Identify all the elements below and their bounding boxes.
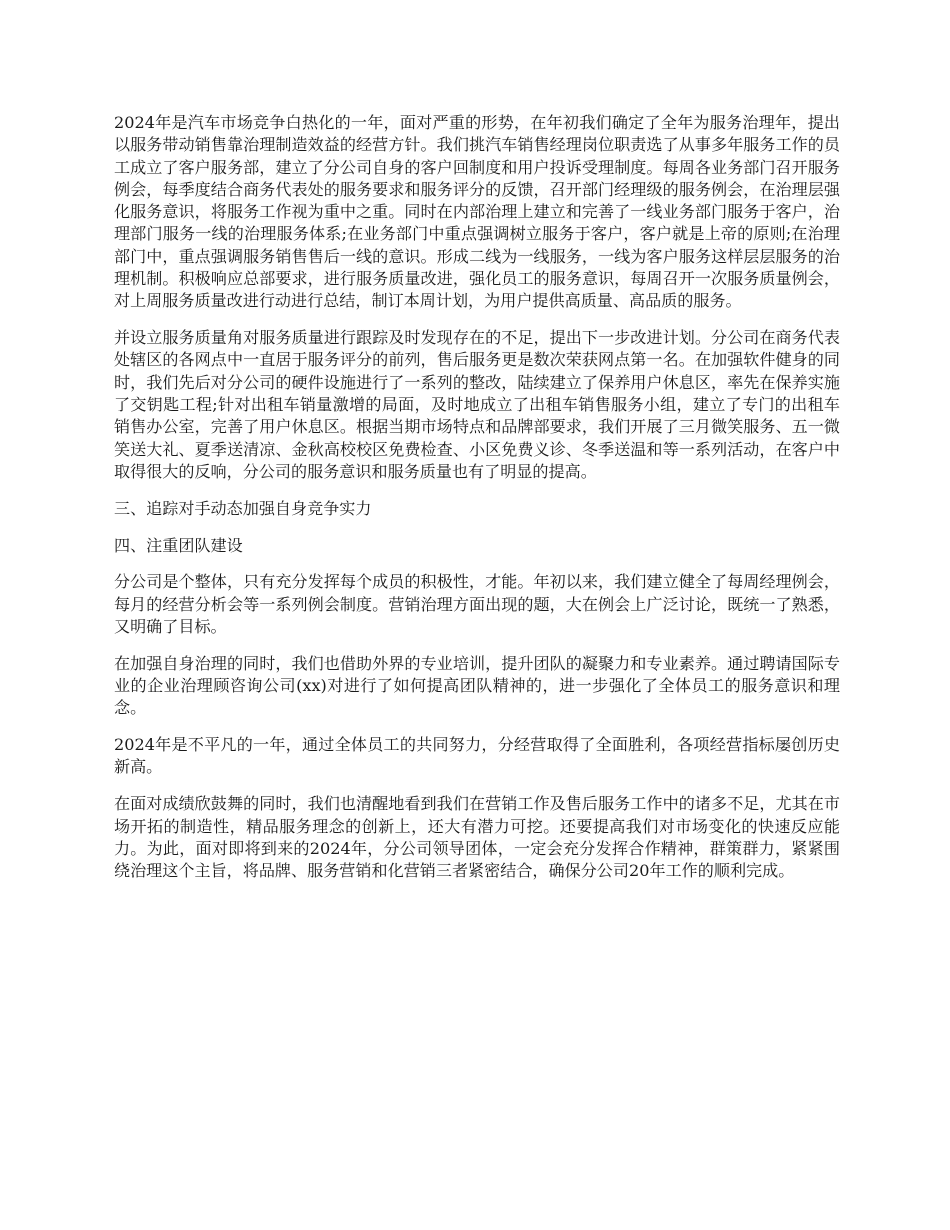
paragraph-training: 在加强自身治理的同时，我们也借助外界的专业培训，提升团队的凝聚力和专业素养。通过聘请国际专业的企业治理顾咨询公司(xx)对进行了如何提高团队精神的，进一步强化了全体员工的服务意识和理念。 bbox=[114, 653, 840, 718]
section-heading-competition: 三、追踪对手动态加强自身竞争实力 bbox=[114, 498, 372, 518]
section-heading-team-building: 四、注重团队建设 bbox=[114, 535, 243, 555]
paragraph-service-management: 2024年是汽车市场竞争白热化的一年，面对严重的形势，在年初我们确定了全年为服务治理年，提出以服务带动销售靠治理制造效益的经营方针。我们挑汽车销售经理岗位职责选了从事多年服务工作的员工成立了客户服务部，建立了分公司自身的客户回制度和用户投诉受理制度。每周各业务部门召开服务例会，每季度结合商务代表处的服务要求和服务评分的反馈，召开部门经理级的服务例会，在治理层强化服务意识，将服务工作视为重中之重。同时在内部治理上建立和完善了一线业务部门服务于客户，治理部门服务一线的治理服务体系;在业务部门中重点强调树立服务于客户，客户就是上帝的原则;在治理部门中，重点强调服务销售售后一线的意识。形成二线为一线服务，一线为客户服务这样层层服务的治理机制。积极响应总部要求，进行服务质量改进，强化员工的服务意识，每周召开一次服务质量例会，对上周服务质量改进行动进行总结，制订本周计划，为用户提供高质量、高品质的服务。 bbox=[114, 113, 840, 311]
paragraph-service-quality: 并设立服务质量角对服务质量进行跟踪及时发现存在的不足，提出下一步改进计划。分公司在商务代表处辖区的各网点中一直居于服务评分的前列，售后服务更是数次荣获网点第一名。在加强软件健身的同时，我们先后对分公司的硬件设施进行了一系列的整改，陆续建立了保养用户休息区，率先在保养实施了交钥匙工程;针对出租车销量激增的局面，及时地成立了出租车销售服务小组，建立了专门的出租车销售办公室，完善了用户休息区。根据当期市场特点和品牌部要求，我们开展了三月微笑服务、五一微笑送大礼、夏季送清凉、金秋高校校区免费检查、小区免费义诊、冬季送温和等一系列活动，在客户中取得很大的反响，分公司的服务意识和服务质量也有了明显的提高。 bbox=[114, 328, 840, 481]
paragraph-outlook: 在面对成绩欣鼓舞的同时，我们也清醒地看到我们在营销工作及售后服务工作中的诸多不足，尤其在市场开拓的制造性，精品服务理念的创新上，还大有潜力可挖。还要提高我们对市场变化的快速反应能力。为此，面对即将到来的2024年，分公司领导团体，一定会充分发挥合作精神，群策群力，紧紧围绕治理这个主旨，将品牌、服务营销和化营销三者紧密结合，确保分公司20年工作的顺利完成。 bbox=[114, 794, 840, 881]
document-page bbox=[114, 112, 840, 897]
paragraph-team-whole: 分公司是个整体，只有充分发挥每个成员的积极性，才能。年初以来，我们建立健全了每周经理例会，每月的经营分析会等一系列例会制度。营销治理方面出现的题，大在例会上广泛讨论，既统一了熟悉，又明确了目标。 bbox=[114, 572, 840, 636]
paragraph-year-summary: 2024年是不平凡的一年，通过全体员工的共同努力，分经营取得了全面胜利，各项经营指标屡创历史新高。 bbox=[114, 735, 840, 777]
